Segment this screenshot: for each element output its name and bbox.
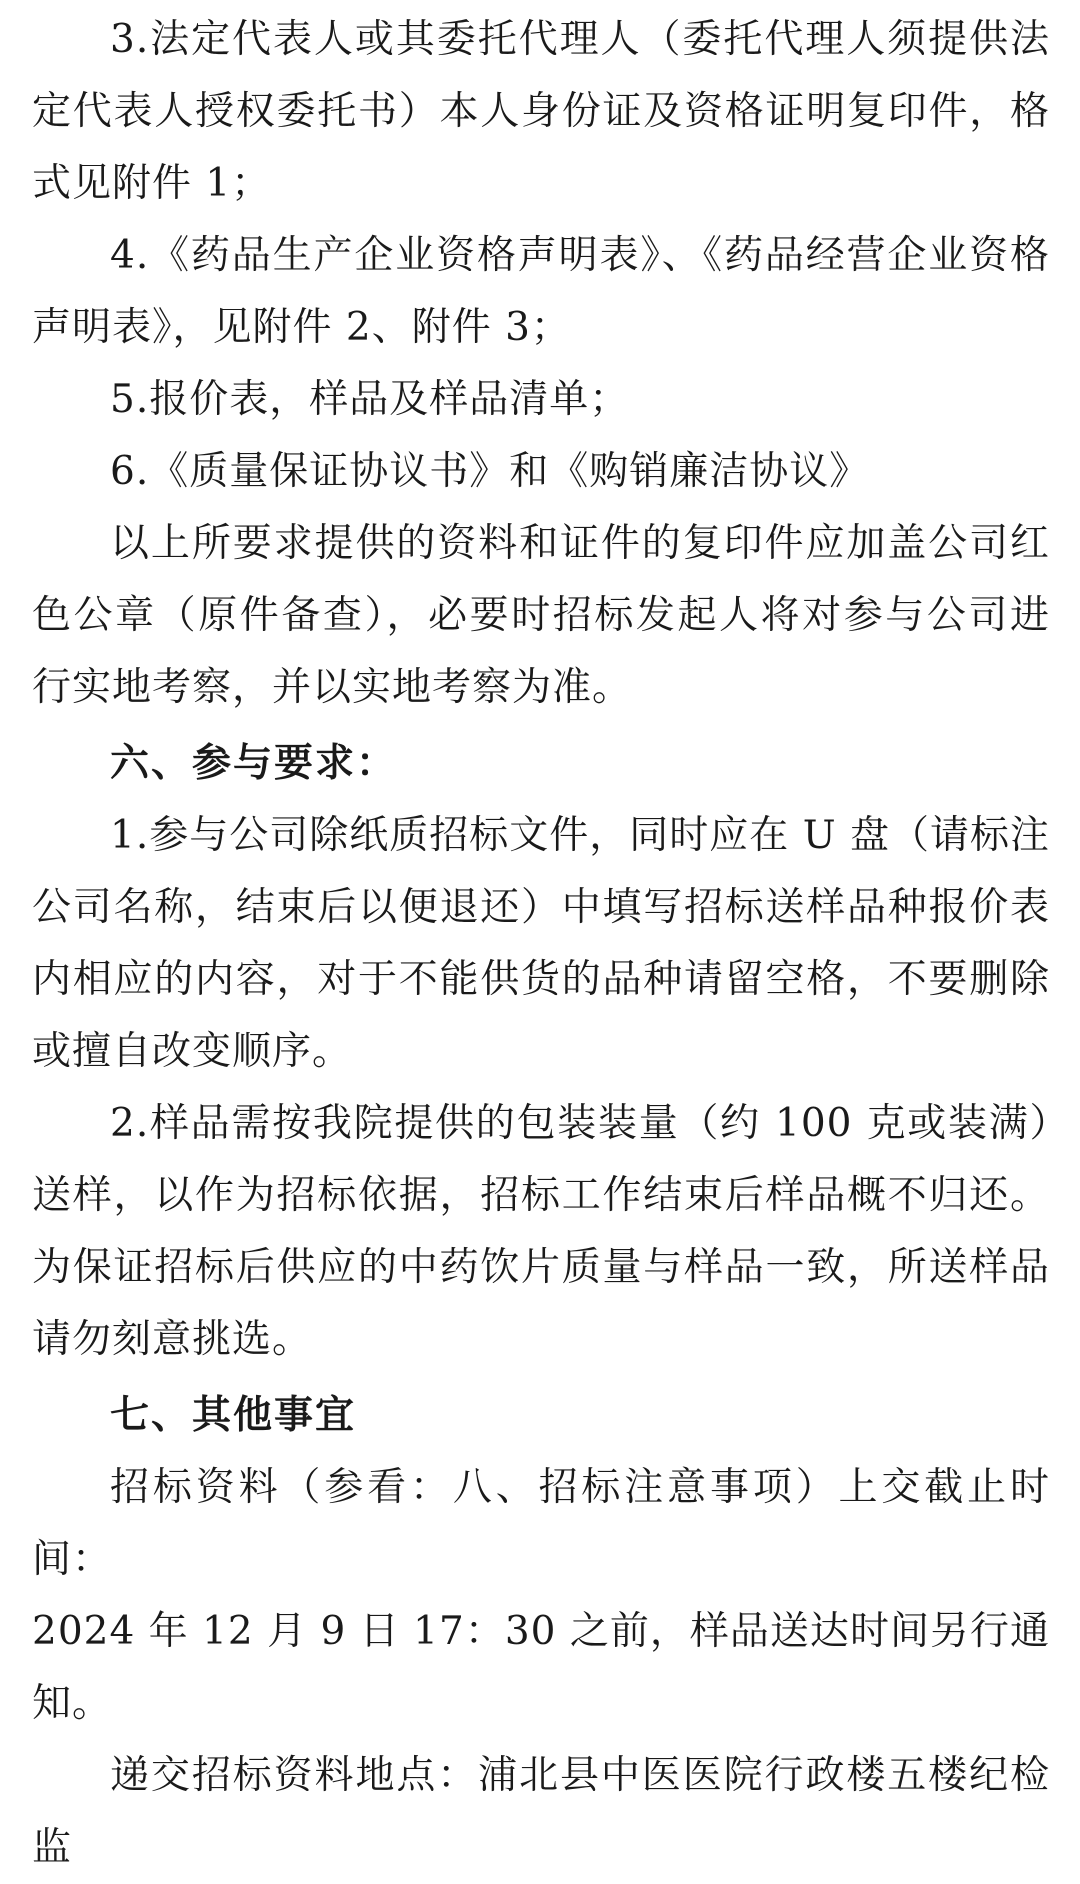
section-6-heading: 六、参与要求： xyxy=(110,741,398,786)
requirement-item-6: 6.《质量保证协议书》和《购销廉洁协议》 xyxy=(110,449,870,494)
section-7-heading: 七、其他事宜 xyxy=(110,1393,357,1438)
requirement-item-4: 4.《药品生产企业资格声明表》、《药品经营企业资格声明表》，见附件 2、附件 3； xyxy=(32,233,1050,350)
requirement-item-3: 3.法定代表人或其委托代理人（委托代理人须提供法定代表人授权委托书）本人身份证及资格证明复印件，格式见附件 1； xyxy=(32,17,1050,206)
document-body xyxy=(32,4,1050,1884)
submission-location: 递交招标资料地点：浦北县中医医院行政楼五楼纪检监 xyxy=(32,1753,1050,1870)
participation-item-1: 1.参与公司除纸质招标文件，同时应在 U 盘（请标注公司名称，结束后以便退还）中填写招标送样品种报价表内相应的内容，对于不能供货的品种请留空格，不要删除或擅自改变顺序。 xyxy=(32,813,1050,1074)
participation-item-2: 2.样品需按我院提供的包装装量（约 100 克或装满）送样，以作为招标依据，招标工作结束后样品概不归还。为保证招标后供应的中药饮片质量与样品一致，所送样品请勿刻意挑选。 xyxy=(32,1101,1050,1362)
stamp-requirement-note: 以上所要求提供的资料和证件的复印件应加盖公司红色公章（原件备查），必要时招标发起人将对参与公司进行实地考察，并以实地考察为准。 xyxy=(32,521,1050,710)
deadline-line-1: 招标资料（参看：八、招标注意事项）上交截止时间： xyxy=(32,1465,1050,1582)
deadline-line-2: 2024 年 12 月 9 日 17：30 之前，样品送达时间另行通知。 xyxy=(32,1609,1050,1726)
requirement-item-5: 5.报价表，样品及样品清单； xyxy=(110,377,630,422)
